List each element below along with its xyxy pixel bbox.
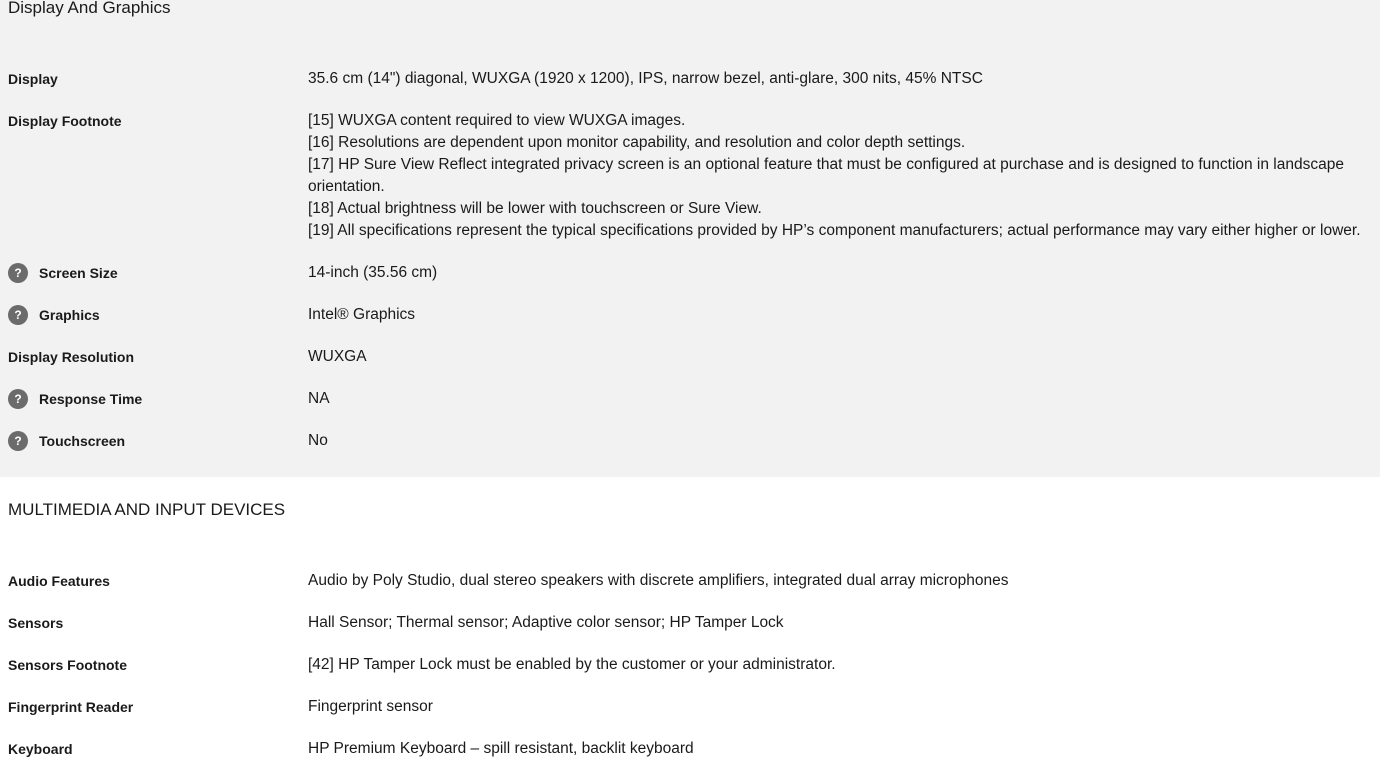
section-title-multimedia: MULTIMEDIA AND INPUT DEVICES [8, 500, 286, 519]
spec-label: Keyboard [8, 741, 73, 757]
spec-value: Fingerprint sensor [308, 698, 433, 715]
spec-value: Audio by Poly Studio, dual stereo speakers with discrete amplifiers, integrated dual array microphones [308, 572, 1009, 589]
spec-label: Audio Features [8, 573, 110, 589]
spec-value: Intel® Graphics [308, 306, 416, 323]
spec-value: [42] HP Tamper Lock must be enabled by the customer or your administrator. [308, 656, 836, 673]
spec-value: 14-inch (35.56 cm) [308, 264, 438, 281]
spec-value: 35.6 cm (14") diagonal, WUXGA (1920 x 1200), IPS, narrow bezel, anti-glare, 300 nits, 45% NTSC [308, 70, 983, 87]
spec-label: Display [8, 71, 58, 87]
spec-label: Fingerprint Reader [8, 699, 134, 715]
spec-value: No [308, 432, 328, 449]
help-icon[interactable]: ? [8, 431, 28, 451]
help-icon[interactable]: ? [8, 389, 28, 409]
spec-value: WUXGA [308, 348, 367, 365]
section-title-display-graphics: Display And Graphics [8, 0, 171, 17]
spec-label: Display Footnote [8, 113, 122, 129]
spec-label: ? Touchscreen [8, 430, 125, 452]
spec-label: Sensors [8, 615, 64, 631]
help-icon[interactable]: ? [8, 305, 28, 325]
spec-label: ? Response Time [8, 388, 142, 410]
spec-value: NA [308, 390, 330, 407]
spec-value: Hall Sensor; Thermal sensor; Adaptive color sensor; HP Tamper Lock [308, 614, 784, 631]
spec-value: [15] WUXGA content required to view WUXGA images. [16] Resolutions are dependent upon monitor capability, and resolution and color depth settings. [17] HP Sure View Reflect integrated privacy screen is an optional feature that must be configured at purchase and is designed to function in landscape orientation. [18] Actual brightness will be lower with touchscreen or Sure View. [19] All specifications represent the typical specifications provided by HP’s component manufacturers; actual performance may vary either higher or lower. [308, 112, 1361, 239]
multimedia-section [0, 477, 1380, 774]
spec-value: HP Premium Keyboard – spill resistant, backlit keyboard [308, 740, 694, 757]
spec-label: Sensors Footnote [8, 657, 128, 673]
spec-label: ? Graphics [8, 304, 100, 326]
spec-label: ? Screen Size [8, 262, 118, 284]
help-icon[interactable]: ? [8, 263, 28, 283]
spec-label: Display Resolution [8, 349, 135, 365]
